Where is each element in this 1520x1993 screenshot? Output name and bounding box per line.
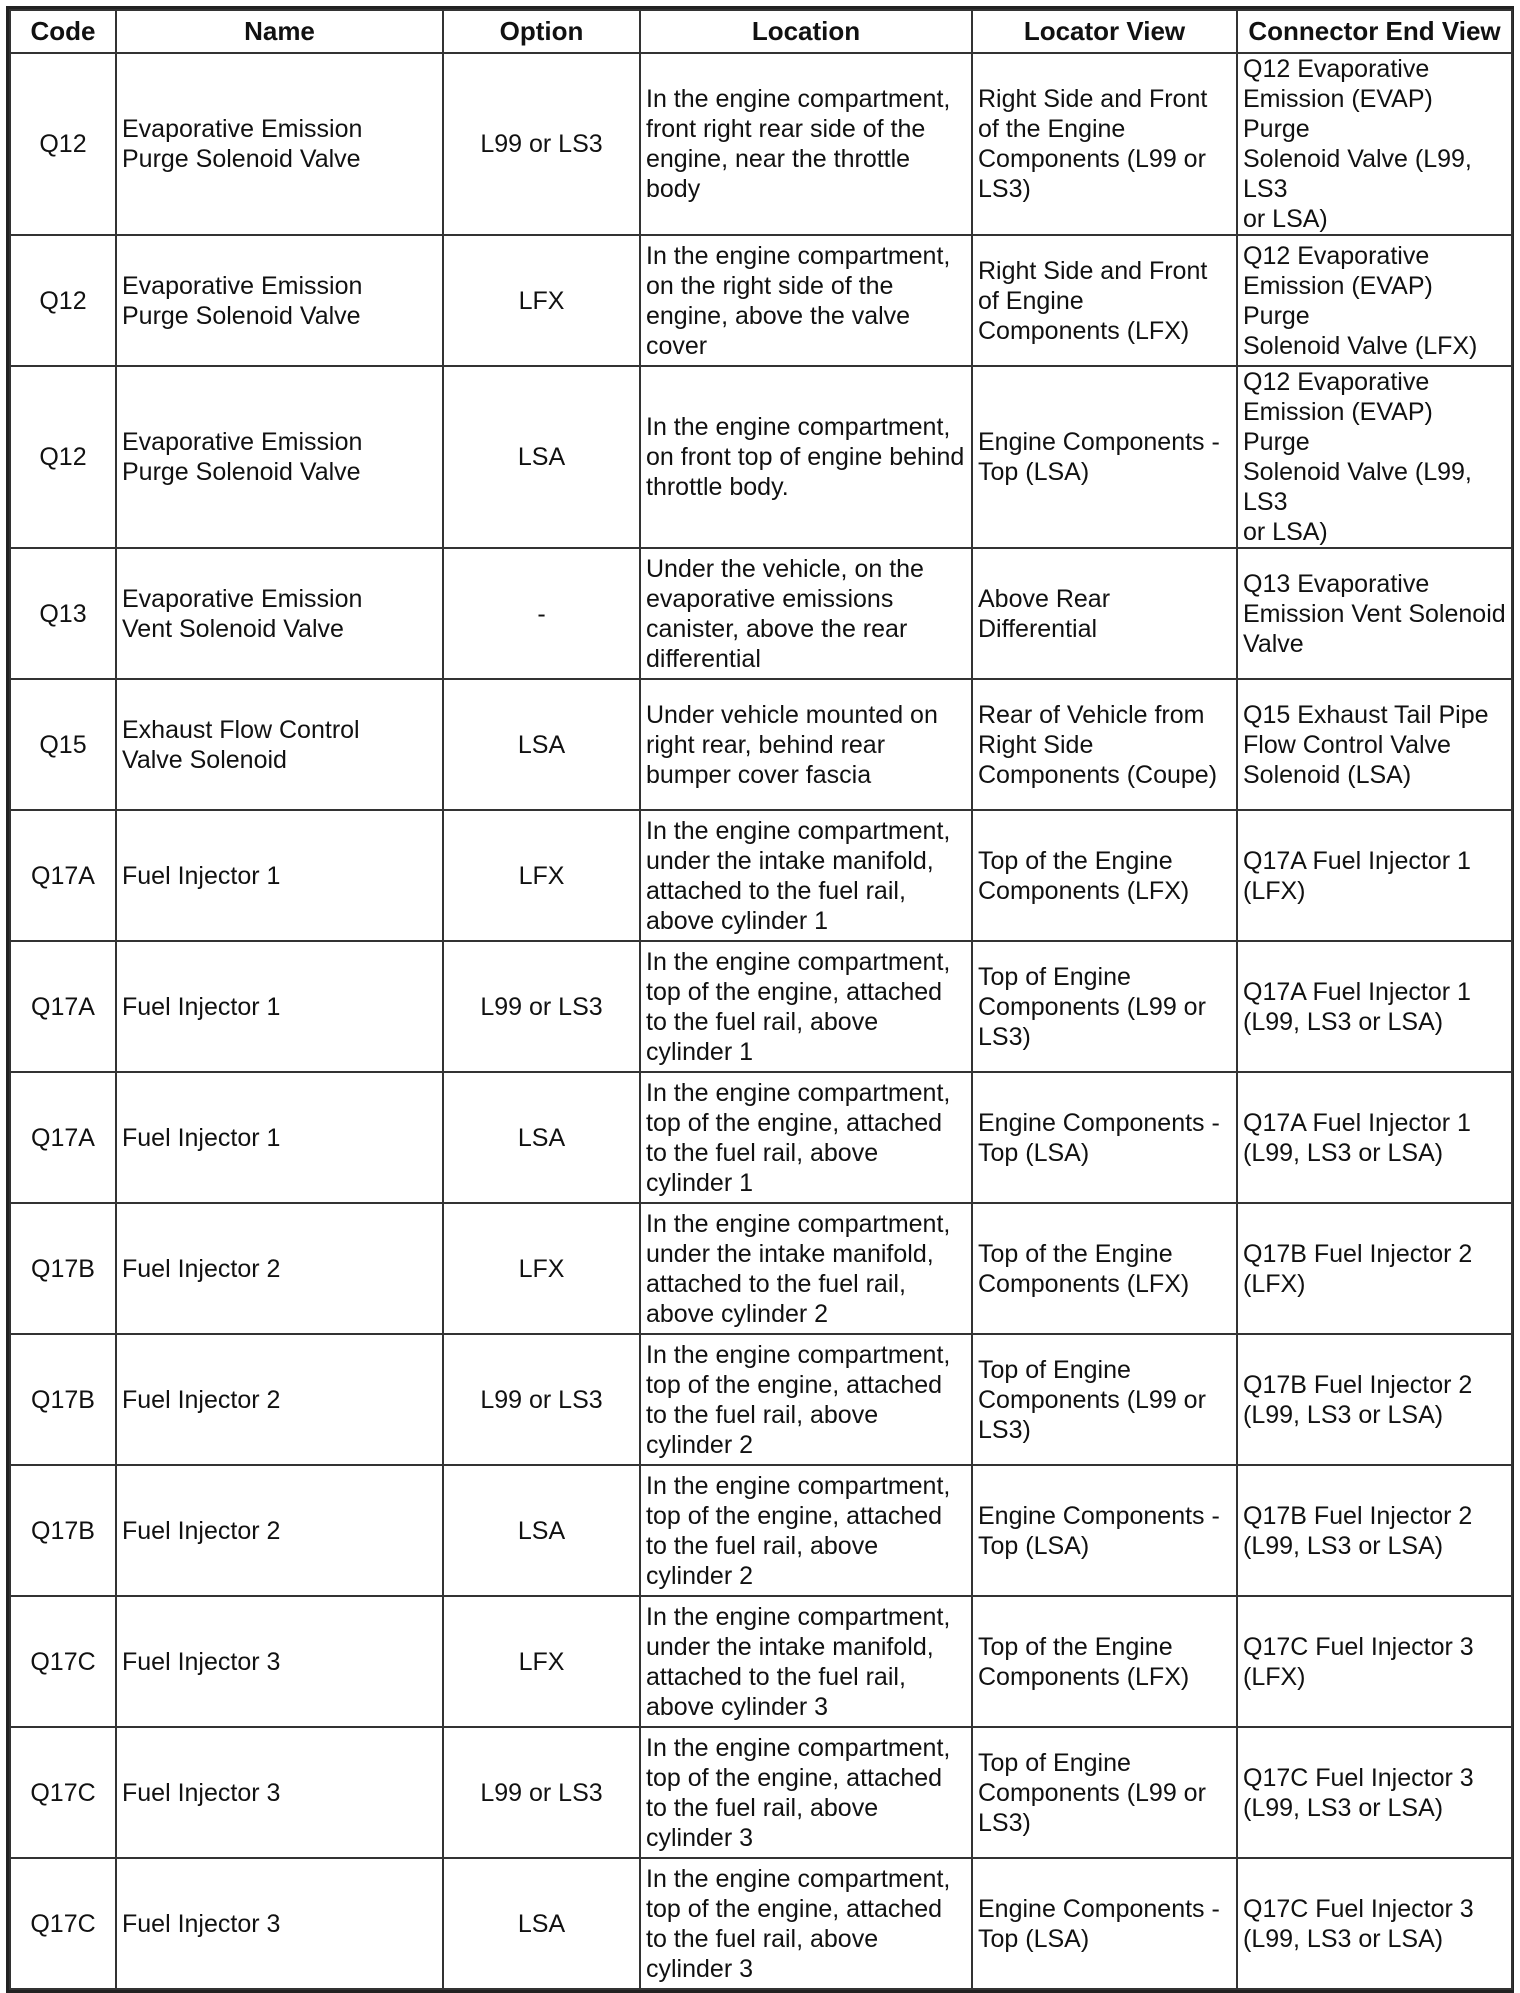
table-row (10, 810, 1512, 941)
cell-name: Evaporative Emission Purge Solenoid Valve (116, 366, 443, 548)
cell-option: LFX (443, 1203, 640, 1334)
cell-connector-end-view: Q17B Fuel Injector 2 (LFX) (1237, 1203, 1512, 1334)
cell-code: Q15 (10, 679, 116, 810)
cell-code: Q17A (10, 1072, 116, 1203)
cell-locator-view: Right Side and Front of Engine Components (LFX) (972, 235, 1237, 366)
cell-connector-end-view: Q17A Fuel Injector 1 (L99, LS3 or LSA) (1237, 941, 1512, 1072)
cell-connector-end-view: Q17A Fuel Injector 1 (LFX) (1237, 810, 1512, 941)
cell-name: Evaporative Emission Purge Solenoid Valve (116, 235, 443, 366)
cell-code: Q17B (10, 1465, 116, 1596)
cell-locator-view: Rear of Vehicle from Right Side Components (Coupe) (972, 679, 1237, 810)
cell-locator-view: Top of the Engine Components (LFX) (972, 1203, 1237, 1334)
table-row (10, 1727, 1512, 1858)
header-code: Code (10, 10, 116, 53)
cell-connector-end-view: Q12 Evaporative Emission (EVAP) Purge Solenoid Valve (L99, LS3 or LSA) (1237, 53, 1512, 235)
table-header-row (10, 10, 1512, 53)
cell-location: In the engine compartment, under the intake manifold, attached to the fuel rail, above cylinder 1 (640, 810, 972, 941)
cell-code: Q17C (10, 1727, 116, 1858)
cell-location: In the engine compartment, top of the engine, attached to the fuel rail, above cylinder 3 (640, 1858, 972, 1989)
header-option: Option (443, 10, 640, 53)
cell-code: Q12 (10, 366, 116, 548)
table-row (10, 366, 1512, 548)
cell-locator-view: Top of Engine Components (L99 or LS3) (972, 1334, 1237, 1465)
cell-code: Q17B (10, 1334, 116, 1465)
cell-code: Q12 (10, 235, 116, 366)
cell-location: In the engine compartment, top of the engine, attached to the fuel rail, above cylinder 2 (640, 1334, 972, 1465)
cell-option: LSA (443, 1465, 640, 1596)
cell-locator-view: Top of Engine Components (L99 or LS3) (972, 1727, 1237, 1858)
cell-locator-view: Engine Components - Top (LSA) (972, 1858, 1237, 1989)
cell-code: Q17C (10, 1858, 116, 1989)
cell-connector-end-view: Q12 Evaporative Emission (EVAP) Purge Solenoid Valve (L99, LS3 or LSA) (1237, 366, 1512, 548)
cell-option: L99 or LS3 (443, 53, 640, 235)
cell-name: Fuel Injector 1 (116, 1072, 443, 1203)
cell-option: L99 or LS3 (443, 1727, 640, 1858)
cell-option: LFX (443, 810, 640, 941)
component-locator-table (9, 9, 1513, 1990)
header-location: Location (640, 10, 972, 53)
cell-connector-end-view: Q17A Fuel Injector 1 (L99, LS3 or LSA) (1237, 1072, 1512, 1203)
cell-locator-view: Top of the Engine Components (LFX) (972, 1596, 1237, 1727)
cell-location: In the engine compartment, under the intake manifold, attached to the fuel rail, above cylinder 2 (640, 1203, 972, 1334)
table-row (10, 548, 1512, 679)
cell-name: Evaporative Emission Purge Solenoid Valve (116, 53, 443, 235)
cell-option: LSA (443, 366, 640, 548)
cell-connector-end-view: Q12 Evaporative Emission (EVAP) Purge Solenoid Valve (LFX) (1237, 235, 1512, 366)
cell-locator-view: Top of Engine Components (L99 or LS3) (972, 941, 1237, 1072)
cell-code: Q17A (10, 810, 116, 941)
table-row (10, 1203, 1512, 1334)
cell-option: LFX (443, 235, 640, 366)
cell-location: In the engine compartment, top of the engine, attached to the fuel rail, above cylinder 3 (640, 1727, 972, 1858)
header-name: Name (116, 10, 443, 53)
cell-name: Fuel Injector 1 (116, 941, 443, 1072)
cell-option: L99 or LS3 (443, 941, 640, 1072)
cell-name: Fuel Injector 3 (116, 1858, 443, 1989)
cell-name: Fuel Injector 2 (116, 1465, 443, 1596)
cell-connector-end-view: Q15 Exhaust Tail Pipe Flow Control Valve Solenoid (LSA) (1237, 679, 1512, 810)
cell-locator-view: Above Rear Differential (972, 548, 1237, 679)
cell-code: Q17B (10, 1203, 116, 1334)
table-row (10, 1465, 1512, 1596)
cell-code: Q17C (10, 1596, 116, 1727)
cell-option: LSA (443, 1858, 640, 1989)
cell-connector-end-view: Q17C Fuel Injector 3 (L99, LS3 or LSA) (1237, 1727, 1512, 1858)
cell-connector-end-view: Q17C Fuel Injector 3 (L99, LS3 or LSA) (1237, 1858, 1512, 1989)
cell-location: In the engine compartment, on front top of engine behind throttle body. (640, 366, 972, 548)
cell-name: Fuel Injector 3 (116, 1727, 443, 1858)
cell-location: In the engine compartment, under the intake manifold, attached to the fuel rail, above cylinder 3 (640, 1596, 972, 1727)
table-row (10, 679, 1512, 810)
cell-name: Fuel Injector 1 (116, 810, 443, 941)
cell-option: LSA (443, 679, 640, 810)
cell-name: Fuel Injector 2 (116, 1203, 443, 1334)
cell-code: Q13 (10, 548, 116, 679)
cell-name: Exhaust Flow Control Valve Solenoid (116, 679, 443, 810)
cell-option: LFX (443, 1596, 640, 1727)
cell-code: Q12 (10, 53, 116, 235)
table-row (10, 53, 1512, 235)
cell-location: In the engine compartment, top of the engine, attached to the fuel rail, above cylinder 1 (640, 941, 972, 1072)
cell-connector-end-view: Q13 Evaporative Emission Vent Solenoid Valve (1237, 548, 1512, 679)
table-row (10, 941, 1512, 1072)
cell-location: Under vehicle mounted on right rear, behind rear bumper cover fascia (640, 679, 972, 810)
cell-name: Fuel Injector 3 (116, 1596, 443, 1727)
table-row (10, 235, 1512, 366)
cell-code: Q17A (10, 941, 116, 1072)
cell-location: Under the vehicle, on the evaporative emissions canister, above the rear differential (640, 548, 972, 679)
table-row (10, 1334, 1512, 1465)
cell-location: In the engine compartment, front right rear side of the engine, near the throttle body (640, 53, 972, 235)
cell-locator-view: Top of the Engine Components (LFX) (972, 810, 1237, 941)
cell-locator-view: Engine Components - Top (LSA) (972, 366, 1237, 548)
cell-locator-view: Right Side and Front of the Engine Components (L99 or LS3) (972, 53, 1237, 235)
cell-option: - (443, 548, 640, 679)
cell-connector-end-view: Q17B Fuel Injector 2 (L99, LS3 or LSA) (1237, 1334, 1512, 1465)
component-locator-table-frame (6, 6, 1514, 1993)
cell-locator-view: Engine Components - Top (LSA) (972, 1072, 1237, 1203)
cell-name: Evaporative Emission Vent Solenoid Valve (116, 548, 443, 679)
cell-location: In the engine compartment, on the right side of the engine, above the valve cover (640, 235, 972, 366)
cell-locator-view: Engine Components - Top (LSA) (972, 1465, 1237, 1596)
cell-location: In the engine compartment, top of the engine, attached to the fuel rail, above cylinder 1 (640, 1072, 972, 1203)
cell-option: LSA (443, 1072, 640, 1203)
header-locator-view: Locator View (972, 10, 1237, 53)
cell-name: Fuel Injector 2 (116, 1334, 443, 1465)
table-row (10, 1072, 1512, 1203)
header-connector-end-view: Connector End View (1237, 10, 1512, 53)
cell-option: L99 or LS3 (443, 1334, 640, 1465)
cell-connector-end-view: Q17B Fuel Injector 2 (L99, LS3 or LSA) (1237, 1465, 1512, 1596)
cell-location: In the engine compartment, top of the engine, attached to the fuel rail, above cylinder 2 (640, 1465, 972, 1596)
cell-connector-end-view: Q17C Fuel Injector 3 (LFX) (1237, 1596, 1512, 1727)
table-row (10, 1596, 1512, 1727)
